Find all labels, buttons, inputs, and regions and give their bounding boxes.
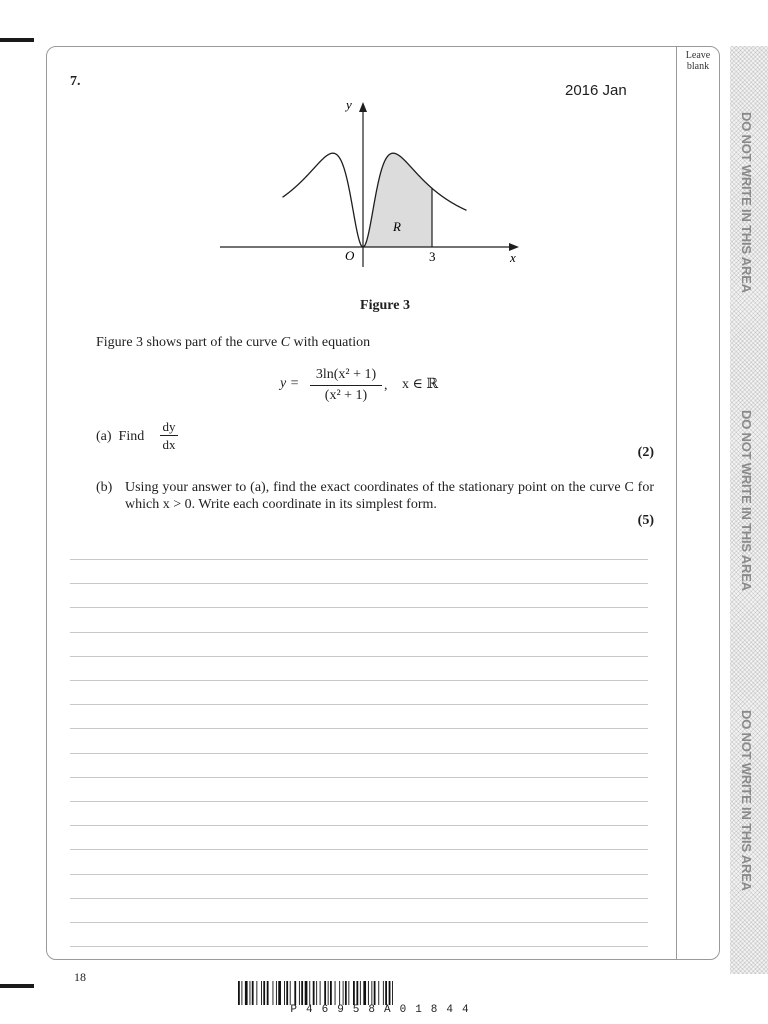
x-three-label: 3 [429,249,436,264]
equation-domain: x ∈ ℝ [402,377,438,392]
answer-line [70,728,648,729]
part-a-marks: (2) [637,445,654,460]
barcode-bar [335,981,336,1005]
barcode-bar [343,981,344,1005]
x-axis-label: x [510,250,516,265]
part-a: (a) Find [96,429,145,444]
answer-line [70,777,648,778]
barcode-bar [330,981,332,1005]
answer-line [70,874,648,875]
barcode-bar [267,981,269,1005]
barcode-bar [290,981,291,1005]
answer-line [70,680,648,681]
y-axis-label: y [346,97,352,112]
barcode-bar [378,981,379,1005]
answer-line [70,922,648,923]
answer-line [70,607,648,608]
barcode-bar [263,981,265,1005]
barcode-bar [261,981,262,1005]
barcode-bar [383,981,384,1005]
barcode-bar [273,981,274,1005]
part-b-marks: (5) [637,513,654,528]
barcode-bar [301,981,303,1005]
answer-line [70,583,648,584]
barcode-bar [286,981,288,1005]
answer-line [70,753,648,754]
registration-mark-top [0,38,34,42]
equation-lhs: y = [280,376,300,391]
barcode-bar [294,981,296,1005]
barcode-bar [284,981,285,1005]
barcode-bar [360,981,361,1005]
barcode-bar [241,981,242,1005]
question-intro: Figure 3 shows part of the curve C with equation [96,335,371,350]
barcode-bar [353,981,355,1005]
answer-line [70,946,648,947]
answer-line [70,656,648,657]
barcode-bar [313,981,315,1005]
derivative-fraction: dy dx [160,419,178,452]
barcode-text: P46958A01844 [290,1004,478,1016]
barcode-bar [305,981,308,1005]
barcode-bar [320,981,321,1005]
barcode-bar [309,981,310,1005]
equation-numerator: 3ln(x² + 1) [315,367,377,382]
barcode-bar [389,981,391,1005]
equation-denominator: (x² + 1) [324,388,368,403]
barcode-bar [256,981,257,1005]
equation-fraction [310,366,382,405]
barcode-bar [276,981,277,1005]
origin-label: O [345,248,355,263]
barcode-bar [316,981,317,1005]
barcode-bar [250,981,251,1005]
barcode [236,981,532,1005]
answer-line [70,632,648,633]
figure-3-graph [215,92,525,267]
barcode-bar [348,981,349,1005]
source-tag: 2016 Jan [565,82,627,99]
page-number: 18 [74,970,86,984]
barcode-bar [339,981,340,1005]
registration-mark-bottom [0,984,34,988]
leave-blank-column-divider [676,46,677,960]
barcode-bar [363,981,366,1005]
region-r-label: R [393,219,401,234]
barcode-bar [385,981,387,1005]
barcode-bar [252,981,254,1005]
answer-line [70,559,648,560]
part-b-text: Using your answer to (a), find the exact coordinates of the stationary point on the curve C for which x > 0. Write each coordinate in its simplest form. [125,480,654,512]
leave-blank-label: Leave blank [685,50,711,72]
question-number: 7. [70,74,81,89]
answer-line [70,704,648,705]
answer-line [70,825,648,826]
barcode-bar [278,981,281,1005]
barcode-bar [374,981,376,1005]
answer-line [70,801,648,802]
barcode-bar [356,981,358,1005]
barcode-bar [368,981,369,1005]
barcode-bar [324,981,326,1005]
barcode-bar [245,981,248,1005]
barcode-bar [392,981,393,1005]
barcode-bar [238,981,240,1005]
answer-line [70,849,648,850]
barcode-bar [371,981,372,1005]
y-axis-arrow [359,102,367,112]
barcode-bar [328,981,329,1005]
barcode-bar [345,981,347,1005]
barcode-bar [299,981,300,1005]
figure-caption: Figure 3 [360,298,410,313]
answer-line [70,898,648,899]
